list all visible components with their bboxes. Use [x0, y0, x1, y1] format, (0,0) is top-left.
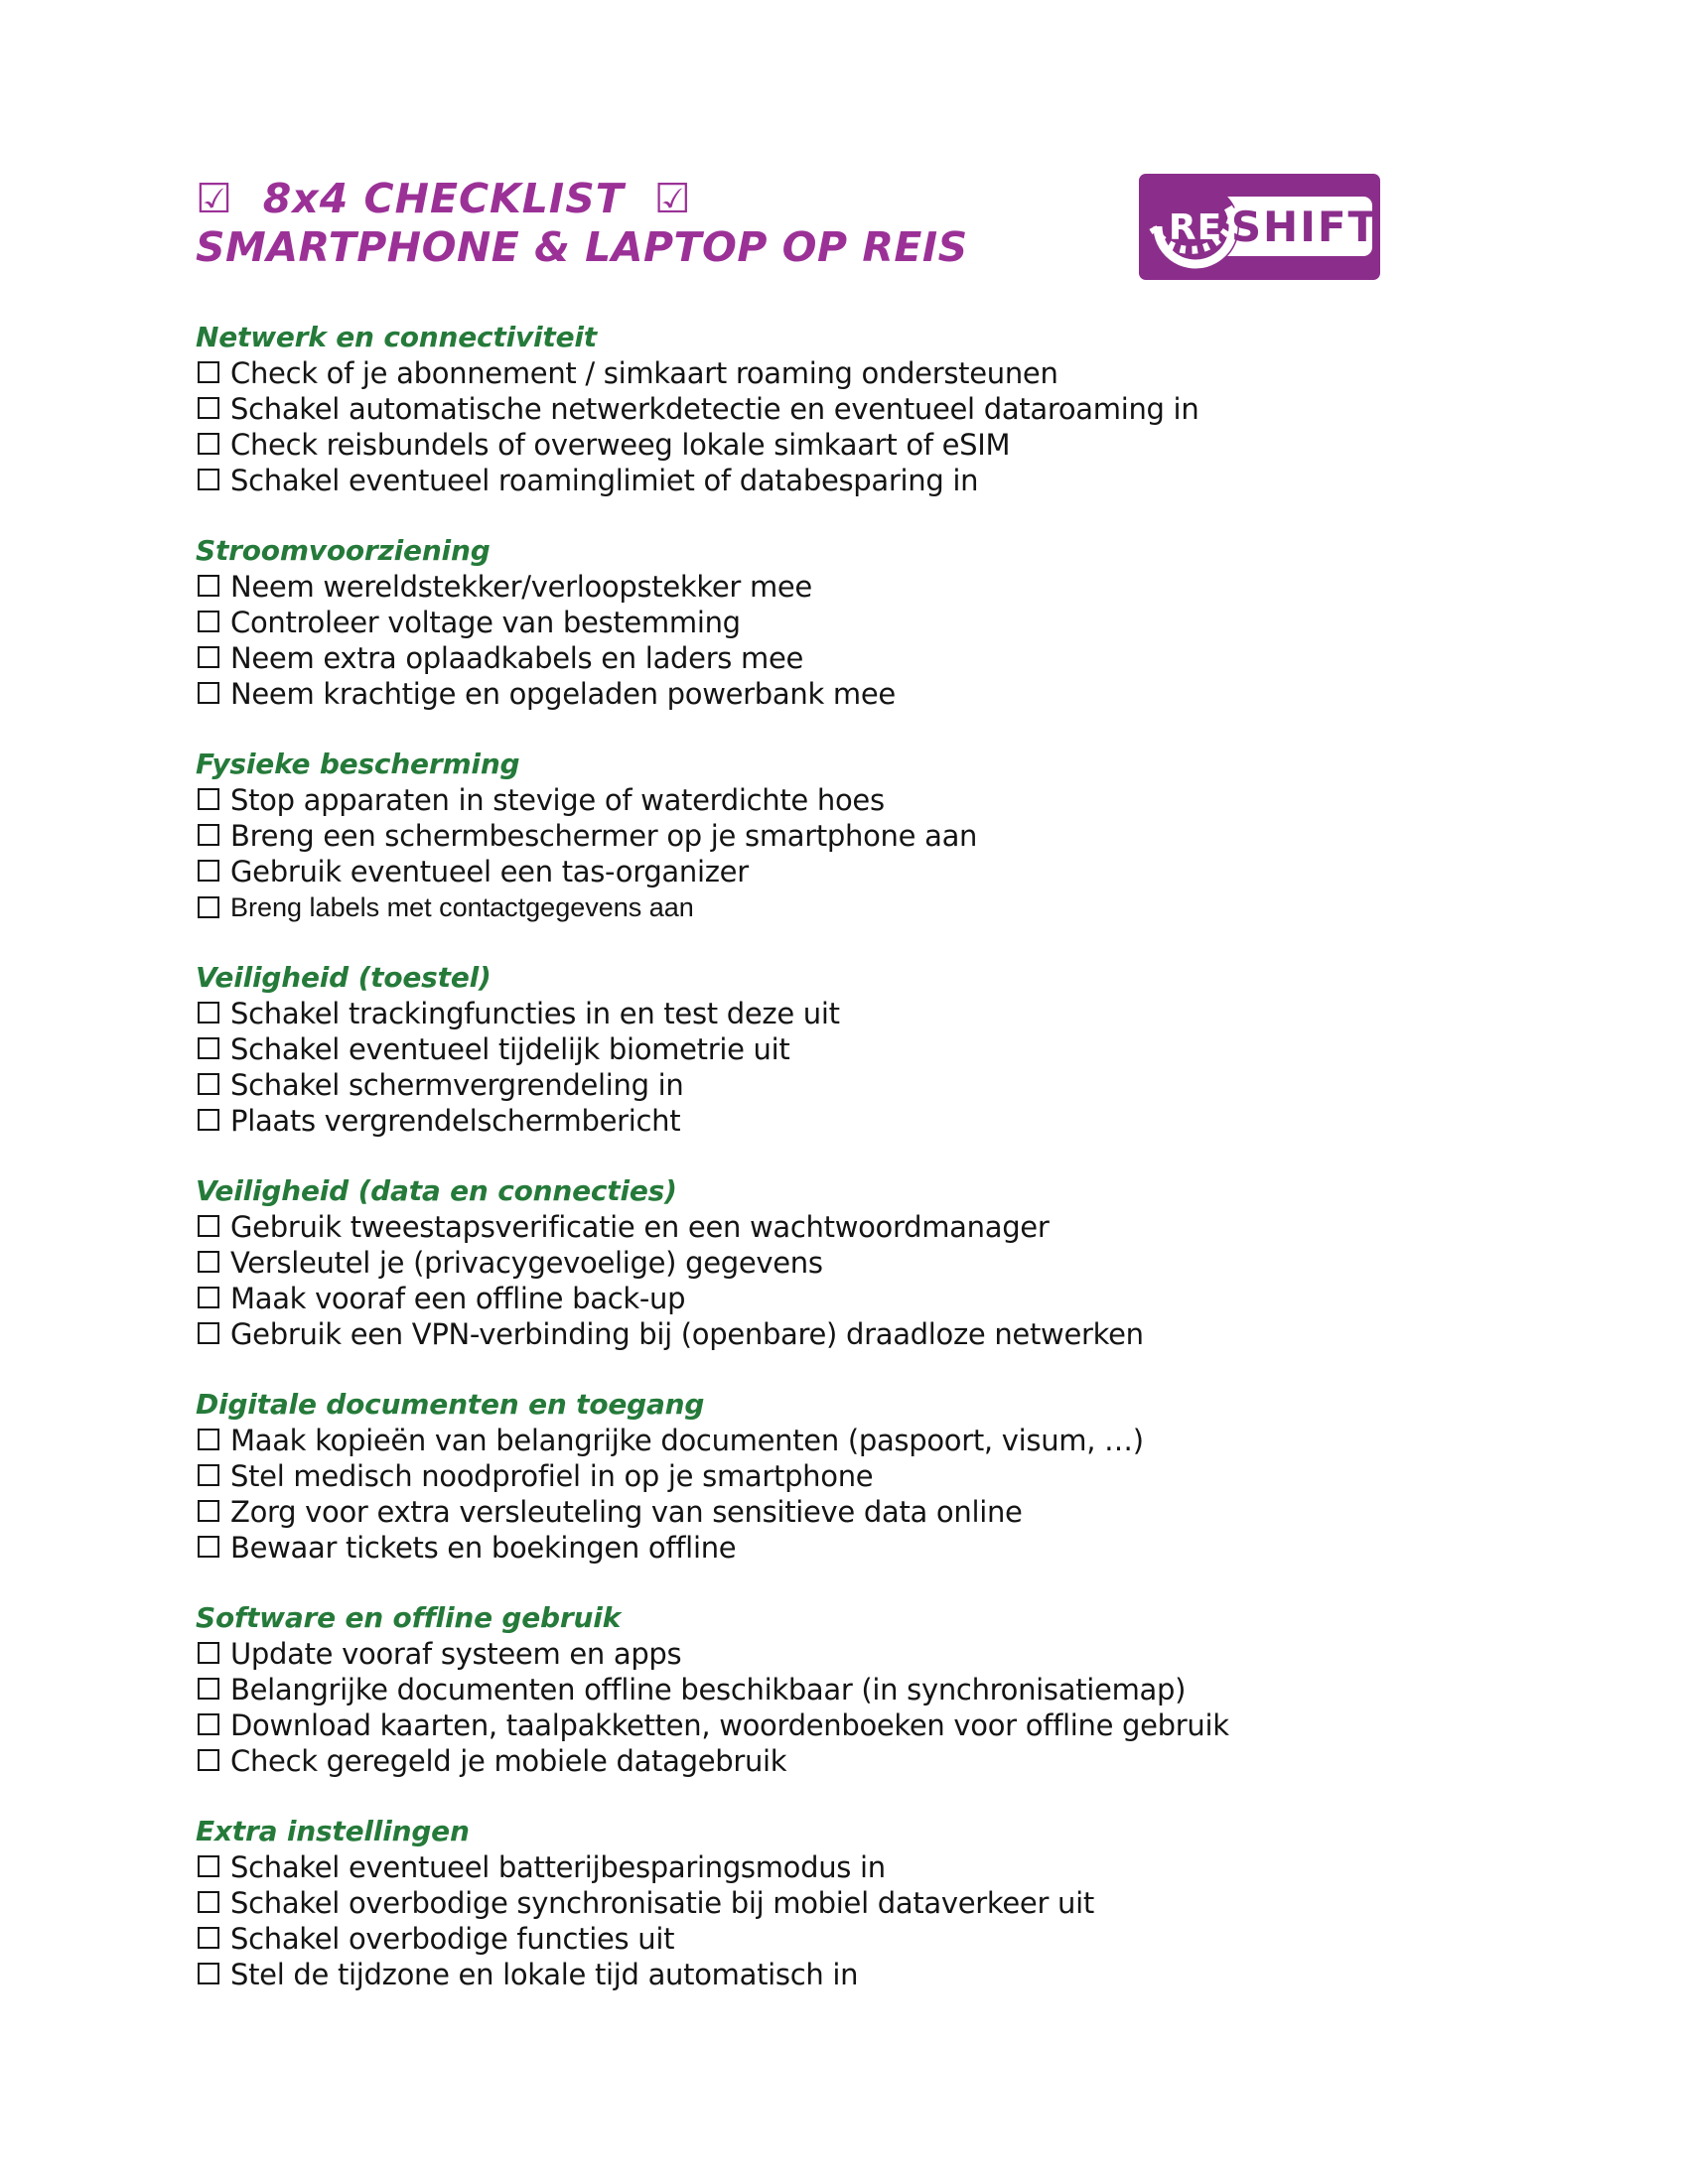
title-line2-text: SMARTPHONE & LAPTOP OP REIS	[196, 223, 968, 271]
logo-re-text: RE	[1168, 207, 1223, 248]
checklist-item	[196, 640, 1486, 676]
reshift-logo-graphic	[1139, 172, 1380, 280]
checklist-item	[196, 1031, 1486, 1067]
section-heading: Veiligheid (data en connecties)	[196, 1174, 677, 1207]
empty-checkbox-icon	[198, 1642, 219, 1664]
checklist-item	[196, 996, 1486, 1031]
checklist-item	[196, 1209, 1486, 1245]
checklist-item	[196, 1957, 1486, 1992]
checklist-item-text: Maak kopieën van belangrijke documenten (paspoort, visum, …)	[230, 1424, 1144, 1457]
checklist-item	[196, 1672, 1486, 1707]
checklist-item	[196, 854, 1486, 889]
empty-checkbox-icon	[198, 469, 219, 490]
checklist-item-text: Schakel overbodige synchronisatie bij mobiel dataverkeer uit	[230, 1886, 1094, 1920]
checklist-item-text: Stel medisch noodprofiel in op je smartphone	[230, 1459, 874, 1493]
empty-checkbox-icon	[198, 1927, 219, 1949]
checked-checkbox-icon: ☑	[196, 175, 233, 222]
empty-checkbox-icon	[198, 611, 219, 632]
checklist-item-text: Update vooraf systeem en apps	[230, 1637, 682, 1671]
empty-checkbox-icon	[198, 1037, 219, 1059]
checklist-item	[196, 1849, 1486, 1885]
section-item-list	[196, 569, 1486, 712]
empty-checkbox-icon	[198, 1749, 219, 1771]
checklist-item	[196, 1316, 1486, 1352]
empty-checkbox-icon	[198, 1500, 219, 1522]
checklist-item-text: Breng een schermbeschermer op je smartphone aan	[230, 819, 978, 853]
empty-checkbox-icon	[198, 646, 219, 668]
title-line-1	[196, 175, 968, 222]
empty-checkbox-icon	[198, 860, 219, 882]
checklist-item-text: Breng labels met contactgegevens aan	[230, 892, 694, 922]
checklist-section	[196, 1814, 1486, 1992]
empty-checkbox-icon	[198, 1251, 219, 1273]
checklist-item-text: Check of je abonnement / simkaart roaming ondersteunen	[230, 356, 1058, 390]
checklist-item	[196, 427, 1486, 463]
checklist-section	[196, 747, 1486, 925]
checklist-item	[196, 889, 1486, 925]
checklist-section	[196, 960, 1486, 1139]
empty-checkbox-icon	[198, 682, 219, 704]
checklist-item-text: Schakel eventueel roaminglimiet of databesparing in	[230, 464, 979, 497]
checklist-item	[196, 1458, 1486, 1494]
checklist-item-text: Check geregeld je mobiele datagebruik	[230, 1744, 787, 1778]
checklist-item	[196, 569, 1486, 605]
checklist-item-text: Check reisbundels of overweeg lokale simkaart of eSIM	[230, 428, 1011, 462]
checklist-item	[196, 1103, 1486, 1139]
section-heading: Fysieke bescherming	[196, 748, 520, 780]
checklist-item	[196, 782, 1486, 818]
section-heading: Stroomvoorziening	[196, 534, 491, 567]
checklist-item-text: Versleutel je (privacygevoelige) gegevens	[230, 1246, 823, 1280]
logo-shift-text: SHIFT	[1230, 203, 1379, 251]
empty-checkbox-icon	[198, 1713, 219, 1735]
checklist-item	[196, 391, 1486, 427]
empty-checkbox-icon	[198, 1073, 219, 1095]
checklist-item-text: Plaats vergrendelschermbericht	[230, 1104, 681, 1138]
empty-checkbox-icon	[198, 1287, 219, 1308]
section-heading: Software en offline gebruik	[196, 1601, 622, 1634]
empty-checkbox-icon	[198, 1678, 219, 1700]
empty-checkbox-icon	[198, 1464, 219, 1486]
checklist-item-text: Schakel eventueel batterijbesparingsmodus in	[230, 1850, 886, 1884]
checked-checkbox-icon: ☑	[653, 175, 692, 222]
checklist-item	[196, 355, 1486, 391]
empty-checkbox-icon	[198, 1963, 219, 1984]
empty-checkbox-icon	[198, 575, 219, 597]
empty-checkbox-icon	[198, 397, 219, 419]
checklist-item-text: Zorg voor extra versleuteling van sensitieve data online	[230, 1495, 1023, 1529]
empty-checkbox-icon	[198, 433, 219, 455]
checklist-item	[196, 1494, 1486, 1530]
checklist-item	[196, 676, 1486, 712]
checklist-item	[196, 605, 1486, 640]
section-item-list	[196, 1636, 1486, 1779]
section-heading: Extra instellingen	[196, 1815, 470, 1847]
checklist-item	[196, 1707, 1486, 1743]
checklist-item-text: Schakel schermvergrendeling in	[230, 1068, 684, 1102]
checklist-sections	[196, 320, 1486, 2027]
empty-checkbox-icon	[198, 1109, 219, 1131]
section-heading: Veiligheid (toestel)	[196, 961, 492, 994]
empty-checkbox-icon	[198, 1215, 219, 1237]
empty-checkbox-icon	[198, 896, 219, 918]
checklist-item-text: Gebruik tweestapsverificatie en een wachtwoordmanager	[230, 1210, 1050, 1244]
empty-checkbox-icon	[198, 788, 219, 810]
section-item-list	[196, 782, 1486, 925]
checklist-item-text: Controleer voltage van bestemming	[230, 606, 741, 639]
checklist-item	[196, 1423, 1486, 1458]
checklist-section	[196, 533, 1486, 712]
empty-checkbox-icon	[198, 1429, 219, 1450]
empty-checkbox-icon	[198, 1322, 219, 1344]
checklist-item-text: Gebruik een VPN-verbinding bij (openbare) draadloze netwerken	[230, 1317, 1144, 1351]
section-heading: Digitale documenten en toegang	[196, 1388, 705, 1421]
checklist-section	[196, 1173, 1486, 1352]
checklist-section	[196, 320, 1486, 498]
checklist-item-text: Bewaar tickets en boekingen offline	[230, 1531, 737, 1565]
checklist-item	[196, 1885, 1486, 1921]
checklist-item-text: Download kaarten, taalpakketten, woordenboeken voor offline gebruik	[230, 1708, 1229, 1742]
checklist-section	[196, 1387, 1486, 1566]
section-heading: Netwerk en connectiviteit	[196, 321, 597, 353]
checklist-item-text: Stel de tijdzone en lokale tijd automatisch in	[230, 1958, 859, 1991]
checklist-item	[196, 1743, 1486, 1779]
section-item-list	[196, 996, 1486, 1139]
empty-checkbox-icon	[198, 1855, 219, 1877]
checklist-item-text: Stop apparaten in stevige of waterdichte hoes	[230, 783, 885, 817]
checklist-item	[196, 463, 1486, 498]
checklist-item-text: Gebruik eventueel een tas-organizer	[230, 855, 749, 888]
empty-checkbox-icon	[198, 1536, 219, 1558]
checklist-item-text: Belangrijke documenten offline beschikbaar (in synchronisatiemap)	[230, 1673, 1187, 1706]
checklist-item-text: Neem wereldstekker/verloopstekker mee	[230, 570, 812, 604]
checklist-item	[196, 1636, 1486, 1672]
checklist-item-text: Maak vooraf een offline back-up	[230, 1282, 686, 1315]
checklist-item	[196, 1921, 1486, 1957]
section-item-list	[196, 1209, 1486, 1352]
checklist-item-text: Schakel eventueel tijdelijk biometrie uit	[230, 1032, 790, 1066]
section-item-list	[196, 1849, 1486, 1992]
checklist-section	[196, 1600, 1486, 1779]
checklist-item	[196, 818, 1486, 854]
checklist-item	[196, 1281, 1486, 1316]
title-line1-text: 8x4 CHECKLIST	[262, 175, 625, 222]
empty-checkbox-icon	[198, 1891, 219, 1913]
empty-checkbox-icon	[198, 824, 219, 846]
empty-checkbox-icon	[198, 361, 219, 383]
document-title	[196, 175, 968, 271]
section-item-list	[196, 355, 1486, 498]
checklist-item	[196, 1245, 1486, 1281]
checklist-item	[196, 1067, 1486, 1103]
checklist-item	[196, 1530, 1486, 1566]
reshift-logo	[1139, 172, 1380, 280]
checklist-item-text: Schakel trackingfuncties in en test deze uit	[230, 997, 840, 1030]
empty-checkbox-icon	[198, 1002, 219, 1024]
checklist-item-text: Neem extra oplaadkabels en laders mee	[230, 641, 804, 675]
section-item-list	[196, 1423, 1486, 1566]
checklist-item-text: Schakel overbodige functies uit	[230, 1922, 675, 1956]
checklist-item-text: Neem krachtige en opgeladen powerbank mee	[230, 677, 896, 711]
checklist-item-text: Schakel automatische netwerkdetectie en eventueel dataroaming in	[230, 392, 1199, 426]
